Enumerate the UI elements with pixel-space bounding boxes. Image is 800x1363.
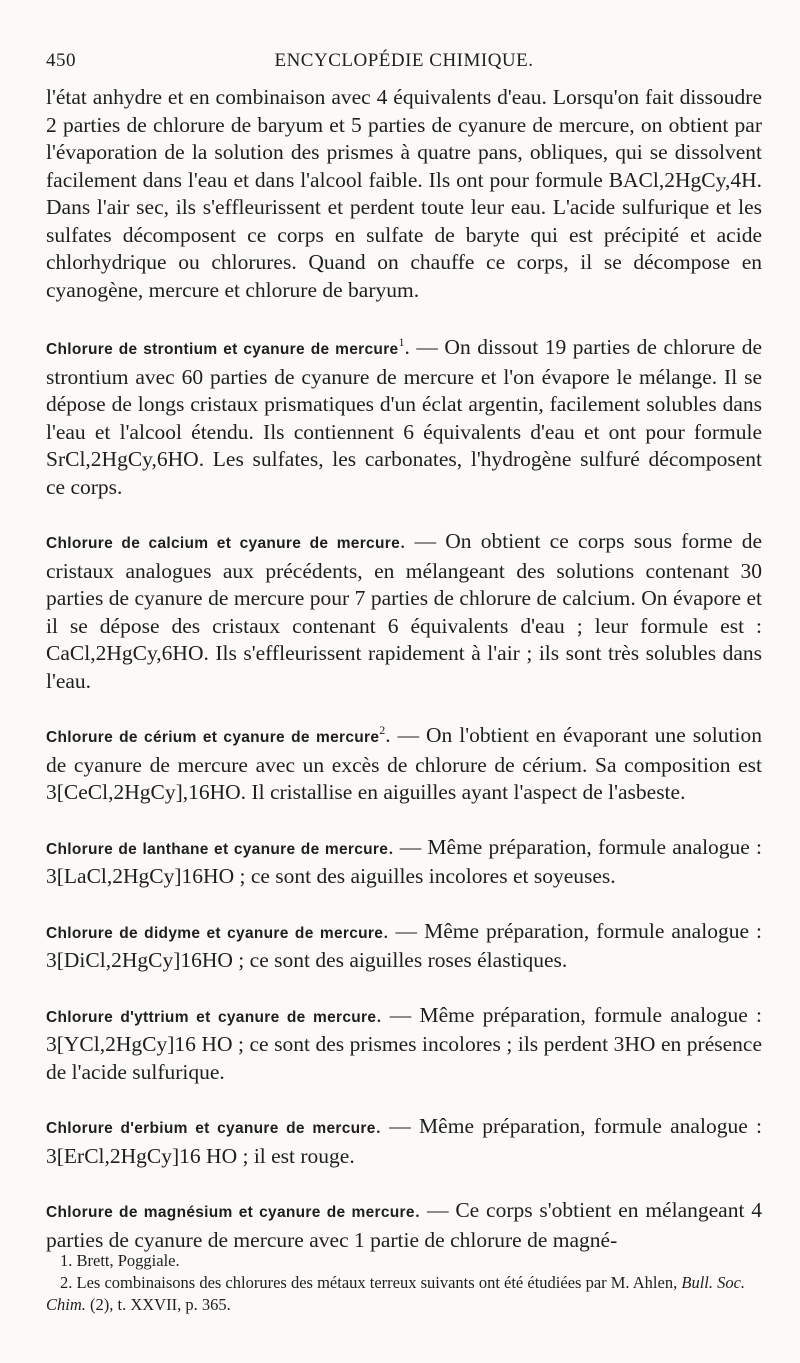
page-header xyxy=(46,50,762,80)
footnote-ref: 2 xyxy=(379,722,386,737)
running-title: ENCYCLOPÉDIE CHIMIQUE. xyxy=(274,50,534,71)
entry-text: . — On obtient ce corps sous forme de cristaux analogues aux précédents, en mélangeant des solutions contenant 30 parties de cyanure de mercure pour 7 parties de chlorure de calcium. On évapore et il se dépose des cristaux contenant 6 équivalents d'eau ; leur formule est : CaCl,2HgCy,6HO. Ils s'effleurissent rapidement à l'air ; ils sont très solubles dans l'eau. xyxy=(46,529,762,693)
entry-text: . — On l'obtient en évaporant une solution de cyanure de mercure avec un excès de chlorure de cérium. Sa composition est 3[CeCl,2HgCy],16HO. Il cristallise en aiguilles ayant l'aspect de l'asbeste. xyxy=(46,723,762,804)
entry-text: . — Ce corps s'obtient en mélangeant 4 parties de cyanure de mercure avec 1 partie de chlorure de magné- xyxy=(46,1198,763,1252)
entry-lanthane xyxy=(46,834,762,891)
entry-magnesium xyxy=(46,1197,762,1254)
entry-didyme xyxy=(46,918,762,975)
entry-yttrium xyxy=(46,1002,762,1087)
footnote-2-ref: (2), t. XXVII, p. 365. xyxy=(85,1295,231,1314)
intro-paragraph: l'état anhydre et en combinaison avec 4 équivalents d'eau. Lorsqu'on fait dissoudre 2 parties de chlorure de baryum et 5 parties de cyanure de mercure, on obtient par l'évaporation de la solution des prismes à quatre pans, obliques, qui se dissolvent facilement dans l'eau et dans l'alcool faible. Ils ont pour formule BACl,2HgCy,4H. Dans l'air sec, ils s'effleurissent et perdent toute leur eau. L'acide sulfurique et les sulfates décomposent ce corps en sulfate de baryte qui est précipité et acide chlorhydrique ou chlorures. Quand on chauffe ce corps, il se décompose en cyanogène, mercure et chlorure de baryum. xyxy=(46,85,762,302)
entry-text: . — On dissout 19 parties de chlorure de strontium avec 60 parties de cyanure de mercure et l'on évapore le mélange. Il se dépose de longs cristaux prismatiques d'un éclat argentin, facilement solubles dans l'eau et l'alcool étendu. Ils contiennent 6 équivalents d'eau et ont pour formule SrCl,2HgCy,6HO. Les sulfates, les carbonates, l'hydrogène sulfuré décomposent ce corps. xyxy=(46,335,762,499)
footnote-2-journal: Bull. Soc. Chim. xyxy=(46,1273,746,1314)
entry-text: . — Même préparation, formule analogue : 3[ErCl,2HgCy]16 HO ; il est rouge. xyxy=(46,1114,762,1168)
entry-title: Chlorure de strontium et cyanure de mercure xyxy=(46,341,399,358)
entry-cerium xyxy=(46,722,762,807)
entry-text: . — Même préparation, formule analogue : 3[LaCl,2HgCy]16HO ; ce sont des aiguilles incolores et soyeuses. xyxy=(46,834,762,888)
footnotes xyxy=(46,1250,762,1316)
entry-text: . — Même préparation, formule analogue : 3[YCl,2HgCy]16 HO ; ce sont des prismes incolores ; ils perdent 3HO en présence de l'acide sulfurique. xyxy=(46,1002,762,1084)
entry-title: Chlorure de cérium et cyanure de mercure xyxy=(46,729,380,746)
footnote-1: 1. Brett, Poggiale. xyxy=(60,1251,180,1270)
footnote-ref: 1 xyxy=(398,334,405,349)
entry-strontium xyxy=(46,334,762,501)
page-number: 450 xyxy=(46,50,76,71)
body-text xyxy=(46,84,762,1281)
entry-title: Chlorure de magnésium et cyanure de mercure xyxy=(46,1204,415,1221)
entry-title: Chlorure de calcium et cyanure de mercure xyxy=(46,535,400,552)
entry-text: . — Même préparation, formule analogue : 3[DiCl,2HgCy]16HO ; ce sont des aiguilles roses élastiques. xyxy=(46,918,762,972)
entry-title: Chlorure d'erbium et cyanure de mercure xyxy=(46,1120,376,1137)
entry-title: Chlorure d'yttrium et cyanure de mercure xyxy=(46,1008,377,1026)
entry-title: Chlorure de didyme et cyanure de mercure xyxy=(46,924,384,942)
footnote-2-text: 2. Les combinaisons des chlorures des métaux terreux suivants ont été étudiées par M. Ahlen, xyxy=(60,1273,682,1292)
footnote-2 xyxy=(46,1272,762,1316)
entry-erbium xyxy=(46,1113,762,1170)
entry-calcium xyxy=(46,528,762,695)
entry-title: Chlorure de lanthane et cyanure de mercure xyxy=(46,840,389,858)
